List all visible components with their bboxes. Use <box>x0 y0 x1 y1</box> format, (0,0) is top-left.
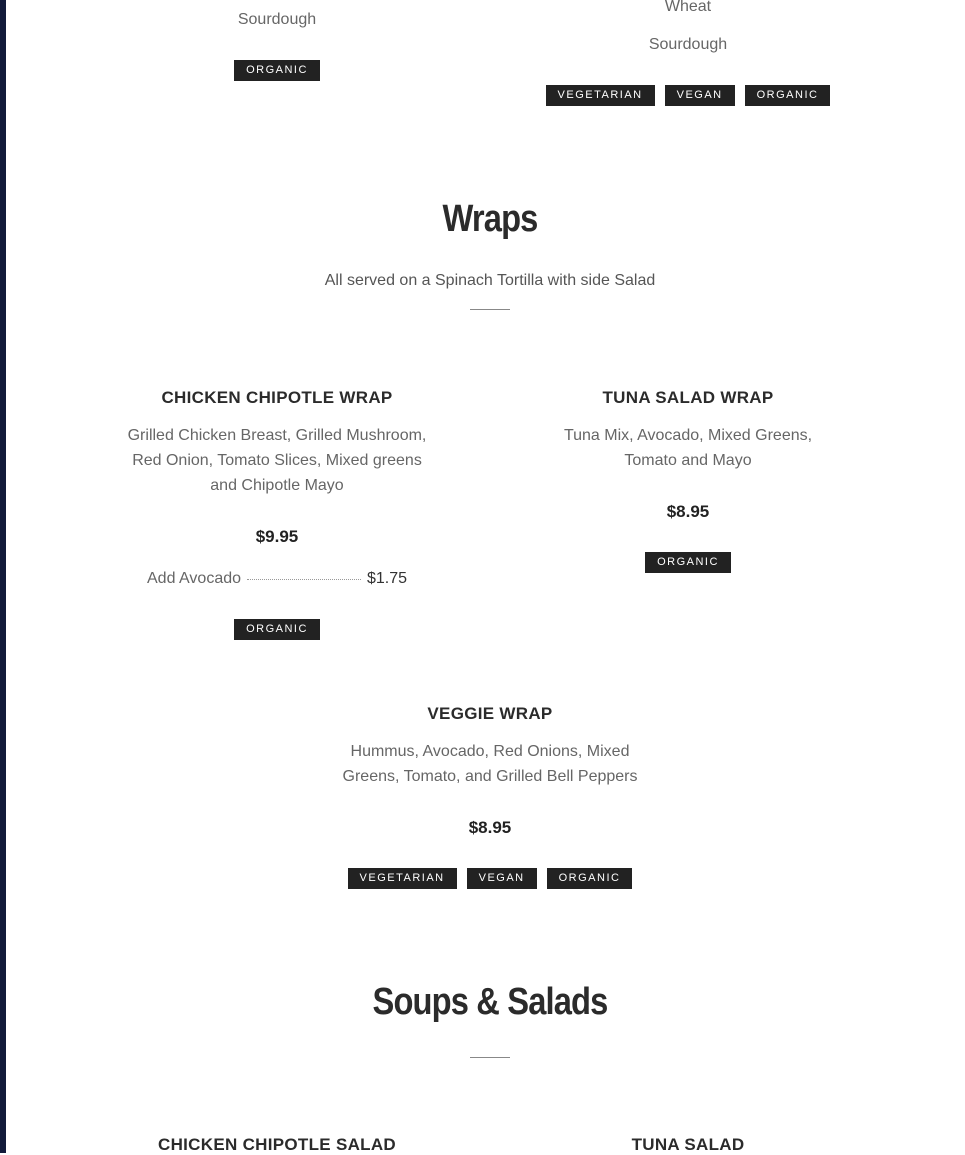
left-edge-bar <box>0 0 6 1153</box>
menu-item-title: TUNA SALAD <box>631 1135 745 1154</box>
menu-item-title: TUNA SALAD WRAP <box>602 388 774 407</box>
bread-option: Wheat <box>664 0 712 15</box>
section-title-soups-salads: Soups & Salads <box>372 981 608 1023</box>
tag-list <box>488 85 888 106</box>
tag-organic: ORGANIC <box>234 619 320 640</box>
tag-list <box>488 552 888 573</box>
tag-organic: ORGANIC <box>645 552 731 573</box>
tag-organic: ORGANIC <box>745 85 831 106</box>
menu-item-title: VEGGIE WRAP <box>427 704 553 723</box>
tag-list <box>77 619 477 640</box>
bread-option: Sourdough <box>648 36 728 53</box>
section-divider <box>470 309 510 310</box>
menu-item-title: CHICKEN CHIPOTLE WRAP <box>161 388 393 407</box>
menu-item-description: Grilled Chicken Breast, Grilled Mushroom, Red Onion, Tomato Slices, Mixed greens and Chipotle Mayo <box>127 427 427 494</box>
addon-label: Add Avocado <box>147 570 242 587</box>
tag-vegan: VEGAN <box>665 85 735 106</box>
menu-item-addon <box>147 570 407 588</box>
menu-item-price: $9.95 <box>255 527 299 546</box>
menu-item-title: CHICKEN CHIPOTLE SALAD <box>158 1135 396 1154</box>
addon-price: $1.75 <box>366 570 407 587</box>
tag-vegetarian: VEGETARIAN <box>546 85 655 106</box>
menu-item-description: Hummus, Avocado, Red Onions, Mixed Greens, Tomato, and Grilled Bell Peppers <box>342 743 638 785</box>
section-title-wraps: Wraps <box>442 198 538 240</box>
menu-item-description: Tuna Mix, Avocado, Mixed Greens, Tomato and Mayo <box>563 427 813 469</box>
menu-item-price: $8.95 <box>666 502 710 521</box>
addon-leader-dots <box>247 579 361 580</box>
tag-organic: ORGANIC <box>547 868 633 889</box>
bread-option: Sourdough <box>237 11 317 28</box>
tag-vegetarian: VEGETARIAN <box>348 868 457 889</box>
tag-list <box>290 868 690 889</box>
tag-organic: ORGANIC <box>234 60 320 81</box>
tag-vegan: VEGAN <box>467 868 537 889</box>
menu-item-price: $8.95 <box>468 818 512 837</box>
section-subtitle: All served on a Spinach Tortilla with side Salad <box>324 272 656 289</box>
section-divider <box>470 1057 510 1058</box>
tag-list <box>77 60 477 81</box>
